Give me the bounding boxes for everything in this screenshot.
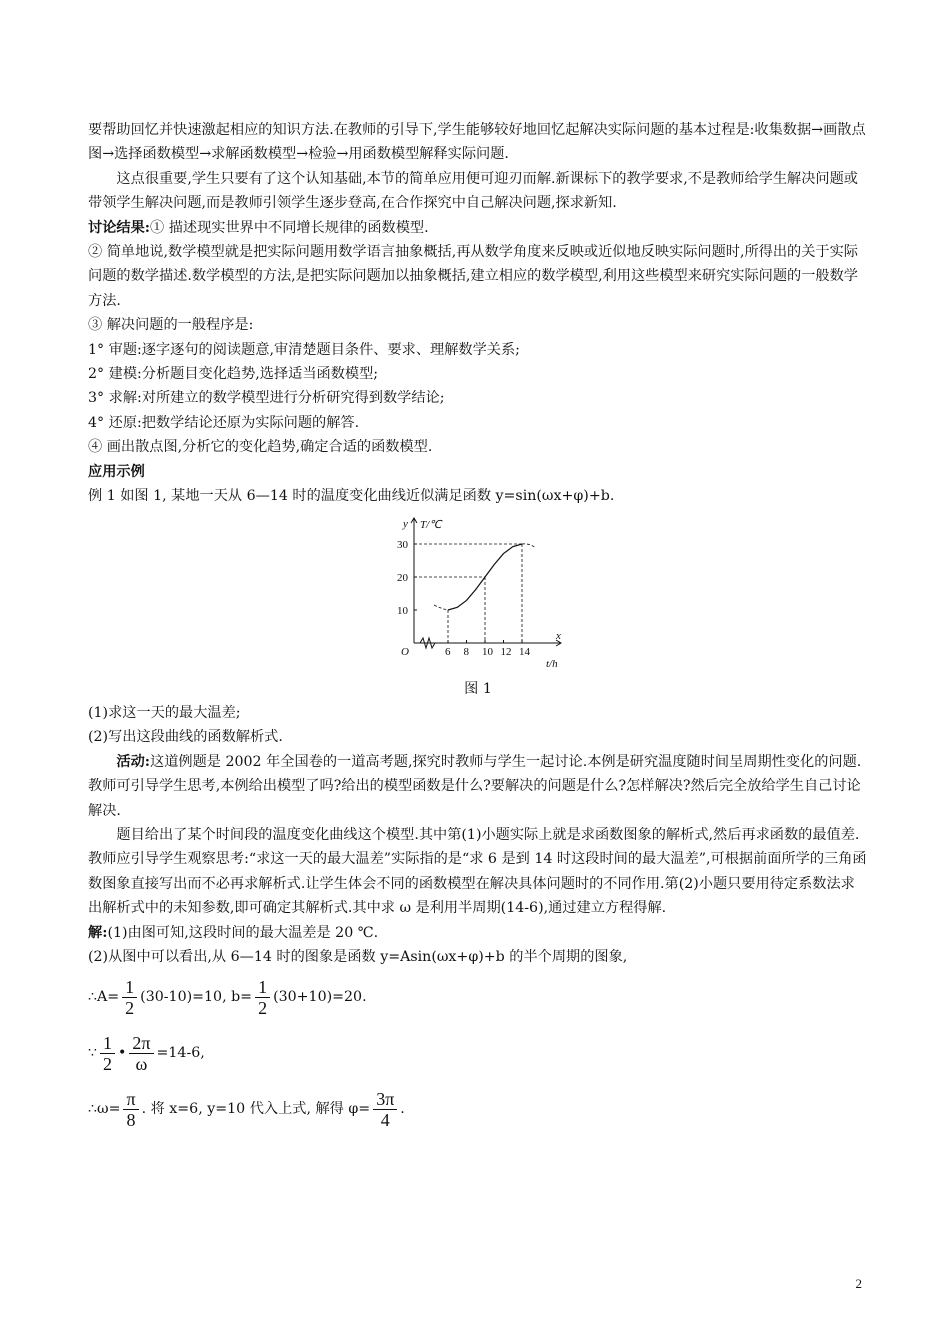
example-statement: 例 1 如图 1, 某地一天从 6—14 时的温度变化曲线近似满足函数 y=sin(ωx+φ)+b. bbox=[88, 488, 615, 505]
formula-line-3 bbox=[88, 1081, 868, 1137]
question-1: (1)求这一天的最大温差; bbox=[88, 704, 241, 721]
x-tick-label: 6 bbox=[445, 645, 451, 658]
formula-3-a: ∴ω= bbox=[88, 1101, 121, 1118]
curve-extension-right bbox=[522, 543, 536, 547]
solution-1 bbox=[88, 921, 868, 945]
step-2: 2° 建模:分析题目变化趋势,选择适当函数模型; bbox=[88, 366, 379, 383]
solution-label: 解: bbox=[88, 924, 108, 941]
fraction-two-pi-over-omega bbox=[129, 1033, 153, 1074]
page-number: 2 bbox=[855, 1276, 862, 1291]
x-tick-label: 8 bbox=[463, 645, 469, 658]
curve-extension-left bbox=[434, 605, 448, 610]
application-heading: 应用示例 bbox=[88, 463, 145, 480]
fraction-numerator: π bbox=[123, 1089, 138, 1110]
formula-1-c: (30+10)=20. bbox=[273, 989, 367, 1006]
formula-3-b: . 将 x=6, y=10 代入上式, 解得 φ= bbox=[141, 1101, 371, 1118]
fraction-3pi-over-4 bbox=[373, 1089, 397, 1130]
fraction-denominator: 4 bbox=[380, 1109, 390, 1130]
y-tick-label: 20 bbox=[397, 571, 408, 584]
x-axis-label: x bbox=[556, 629, 561, 642]
fraction-half-2 bbox=[255, 977, 270, 1018]
fraction-half-1 bbox=[122, 977, 137, 1018]
analysis-paragraph: 题目给出了某个时间段的温度变化曲线这个模型.其中第(1)小题实际上就是求函数图象的解析式,然后再求函数的最值差.教师应引导学生观察思考:“求这一天的最大温差”实际指的是“求 6 是到 14 时这段时间的最大温差”,可根据前面所学的三角函数图象直接写出而不必再求解析式.让学生体会不同的函数模型在解决具体问题时的不同作用.第(2)小题只要用待定系数法求出解析式中的未知参数,即可确定其解析式.其中求 ω 是利用半周期(14-6),通过建立方程得解. bbox=[88, 826, 867, 917]
solution-2: (2)从图中可以看出,从 6—14 时的图象是函数 y=Asin(ωx+φ)+b 的半个周期的图象, bbox=[88, 948, 628, 965]
fraction-denominator: ω bbox=[135, 1053, 148, 1074]
discussion-item-1 bbox=[88, 216, 868, 240]
fraction-denominator: 8 bbox=[126, 1109, 136, 1130]
figure-caption: 图 1 bbox=[464, 680, 492, 697]
x-tick-label: 12 bbox=[500, 645, 512, 658]
formula-3-c: . bbox=[400, 1101, 405, 1118]
fraction-numerator: 3π bbox=[373, 1089, 397, 1110]
intro-paragraph-2: 这点很重要,学生只要有了这个认知基础,本节的简单应用便可迎刃而解.新课标下的教学要求,不是教师给学生解决问题或带领学生解决问题,而是教师引领学生逐步登高,在合作探究中自己解决问题,探求新知. bbox=[88, 170, 858, 212]
discussion-item-4: ④ 画出散点图,分析它的变化趋势,确定合适的函数模型. bbox=[88, 439, 433, 456]
step-4: 4° 还原:把数学结论还原为实际问题的解答. bbox=[88, 414, 360, 431]
x-tick-label: 10 bbox=[482, 645, 493, 658]
formula-2-b: =14-6, bbox=[156, 1045, 205, 1062]
discussion-item-3: ③ 解决问题的一般程序是: bbox=[88, 317, 254, 334]
fraction-pi-over-8 bbox=[123, 1089, 138, 1130]
x-unit-label: t/h bbox=[546, 657, 558, 670]
x-tick-label: 14 bbox=[519, 645, 530, 658]
formula-line-2 bbox=[88, 1025, 868, 1081]
y-tick-label: 30 bbox=[397, 538, 408, 551]
temperature-chart bbox=[388, 515, 568, 675]
origin-label: O bbox=[401, 645, 409, 658]
step-3: 3° 求解:对所建立的数学模型进行分析研究得到数学结论; bbox=[88, 390, 445, 407]
formula-line-1 bbox=[88, 969, 868, 1025]
document-body bbox=[88, 118, 868, 1137]
formula-2-a: ∵ bbox=[88, 1045, 98, 1062]
question-2: (2)写出这段曲线的函数解析式. bbox=[88, 729, 283, 746]
activity-label: 活动: bbox=[116, 753, 151, 770]
fraction-numerator: 1 bbox=[122, 977, 137, 998]
discussion-heading: 讨论结果: bbox=[88, 219, 150, 236]
activity-text: 这道例题是 2002 年全国卷的一道高考题,探究时教师与学生一起讨论.本例是研究温度随时间呈周期性变化的问题.教师可引导学生思考,本例给出模型了吗?给出的模型函数是什么?要解决的问题是什么?怎样解决?然后完全放给学生自己讨论解决. bbox=[88, 753, 862, 819]
intro-paragraph-1: 要帮助回忆并快速激起相应的知识方法.在教师的引导下,学生能够较好地回忆起解决实际问题的基本过程是:收集数据→画散点图→选择函数模型→求解函数模型→检验→用函数模型解释实际问题. bbox=[88, 122, 866, 163]
discussion-item-2: ② 简单地说,数学模型就是把实际问题用数学语言抽象概括,再从数学角度来反映或近似地反映实际问题时,所得出的关于实际问题的数学描述.数学模型的方法,是把实际问题加以抽象概括,建立相应的数学模型,利用这些模型来研究实际问题的一般数学方法. bbox=[88, 244, 858, 309]
fraction-half-3 bbox=[100, 1033, 115, 1074]
figure-1 bbox=[88, 515, 868, 701]
y-axis-label: y bbox=[403, 517, 408, 530]
y-unit-label: T/℃ bbox=[420, 518, 442, 531]
fraction-numerator: 1 bbox=[100, 1033, 115, 1054]
fraction-denominator: 2 bbox=[258, 997, 268, 1018]
fraction-denominator: 2 bbox=[103, 1053, 113, 1074]
activity-paragraph bbox=[88, 750, 868, 823]
formula-1-a: ∴A= bbox=[88, 989, 120, 1006]
step-1: 1° 审题:逐字逐句的阅读题意,审清楚题目条件、要求、理解数学关系; bbox=[88, 341, 520, 358]
fraction-numerator: 1 bbox=[255, 977, 270, 998]
formula-1-b: (30-10)=10, b= bbox=[140, 989, 253, 1006]
solution-text-1: (1)由图可知,这段时间的最大温差是 20 ℃. bbox=[107, 924, 379, 941]
fraction-numerator: 2π bbox=[129, 1033, 153, 1054]
multiply-dot: • bbox=[118, 1045, 127, 1062]
y-tick-label: 10 bbox=[397, 604, 408, 617]
discussion-text-1: ① 描述现实世界中不同增长规律的函数模型. bbox=[150, 219, 429, 236]
fraction-denominator: 2 bbox=[125, 997, 135, 1018]
